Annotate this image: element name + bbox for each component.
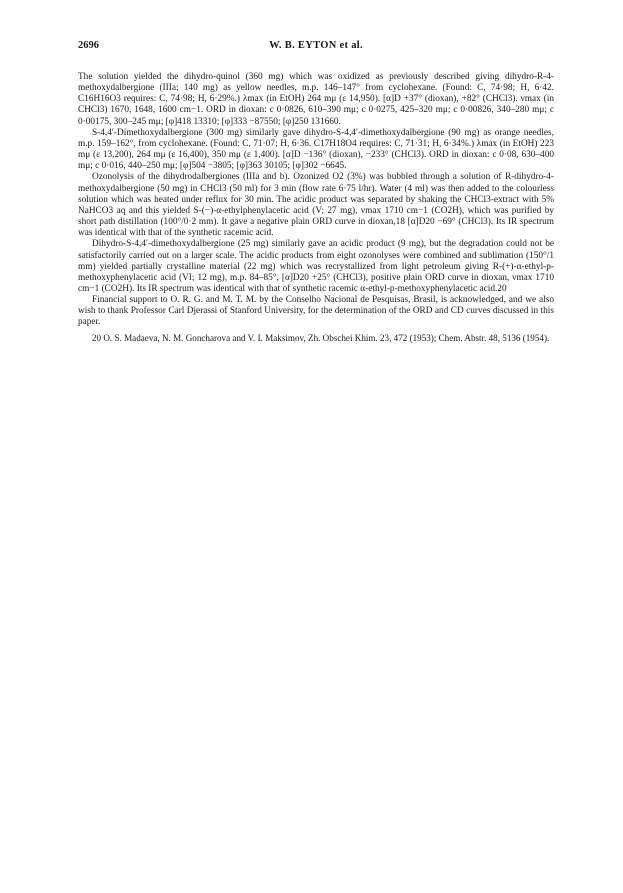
page-number: 2696 — [78, 40, 99, 51]
journal-page — [78, 40, 554, 344]
article-body — [78, 72, 554, 329]
paragraph-dihydro-r-methoxydalbergione: The solution yielded the dihydro-quinol (360 mg) which was oxidized as previously described giving dihydro-R-4-methoxydalbergione (IIIa; 140 mg) as yellow needles, m.p. 146–147° from cyclohexane. (Found: C, 74·98; H, 6·42. C16H16O3 requires: C, 74·98; H, 6·29%.) λmax (in EtOH) 264 mμ (ε 14,950). [α]D +37° (dioxan), +82° (CHCl3). νmax (in CHCl3) 1670, 1648, 1600 cm−1. ORD in dioxan: c 0·0826, 610–390 mμ; c 0·0275, 425–320 mμ; c 0·00826, 340–280 mμ; c 0·00175, 300–245 mμ; [φ]418 13310; [φ]333 −87550; [φ]250 131660. — [78, 72, 554, 127]
paragraph-acknowledgements: Financial support to O. R. G. and M. T. M. by the Conselho Nacional de Pesquisas, Brasil, is acknowledged, and we also wish to thank Professor Carl Djerassi of Stanford University, for the determination of the ORD and CD curves discussed in this paper. — [78, 295, 554, 328]
paragraph-ozonolysis: Ozonolysis of the dihydrodalbergiones (IIIa and b). Ozonized O2 (3%) was bubbled through a solution of R-dihydro-4-methoxydalbergione (50 mg) in CHCl3 (50 ml) for 3 min (flow rate 6·75 l/hr). Water (4 ml) was then added to the colourless solution which was heated under reflux for 30 min. The acidic product was separated by shaking the CHCl3-extract with 5% NaHCO3 aq and this yielded S-(−)-α-ethylphenylacetic acid (V; 27 mg), νmax 1710 cm−1 (CO2H), which was purified by short path distillation (100°/0·2 mm). It gave a negative plain ORD curve in dioxan,18 [α]D20 −69° (CHCl3). Its IR spectrum was identical with that of the synthetic racemic acid. — [78, 172, 554, 239]
paragraph-acidic-products: Dihydro-S-4,4′-dimethoxydalbergione (25 mg) similarly gave an acidic product (9 mg), but the degradation could not be satisfactorily carried out on a larger scale. The acidic products from eight ozonolyses were combined and sublimation (150°/1 mm) yielded partially crystalline material (22 mg) which was recrystallized from light petroleum giving R-(+)-α-ethyl-p-methoxyphenylacetic acid (VI; 12 mg), m.p. 84–85°, [α]D20 +25° (CHCl3), positive plain ORD curve in dioxan, νmax 1710 cm−1 (CO2H). Its IR spectrum was identical with that of synthetic racemic α-ethyl-p-methoxyphenylacetic acid.20 — [78, 239, 554, 294]
running-head: W. B. EYTON et al. — [269, 40, 363, 51]
page-header — [78, 40, 554, 60]
paragraph-dihydro-s-dimethoxydalbergione: S-4,4′-Dimethoxydalbergione (300 mg) similarly gave dihydro-S-4,4′-dimethoxydalbergione (90 mg) as orange needles, m.p. 159–162°, from cyclohexane. (Found: C, 71·07; H, 6·36. C17H18O4 requires: C, 71·31; H, 6·34%.) λmax (in EtOH) 223 mμ (ε 13,200), 264 mμ (ε 16,400), 350 mμ (ε 1,400). [α]D −136° (dioxan), −233° (CHCl3). ORD in dioxan: c 0·08, 630–400 mμ; c 0·016, 440–250 mμ; [φ]504 −3805; [φ]363 30105; [φ]302 −6645. — [78, 127, 554, 172]
footnote-reference-20: 20 O. S. Madaeva, N. M. Goncharova and V. I. Maksimov, Zh. Obschei Khim. 23, 472 (1953); Chem. Abstr. 48, 5136 (1954). — [92, 332, 550, 343]
